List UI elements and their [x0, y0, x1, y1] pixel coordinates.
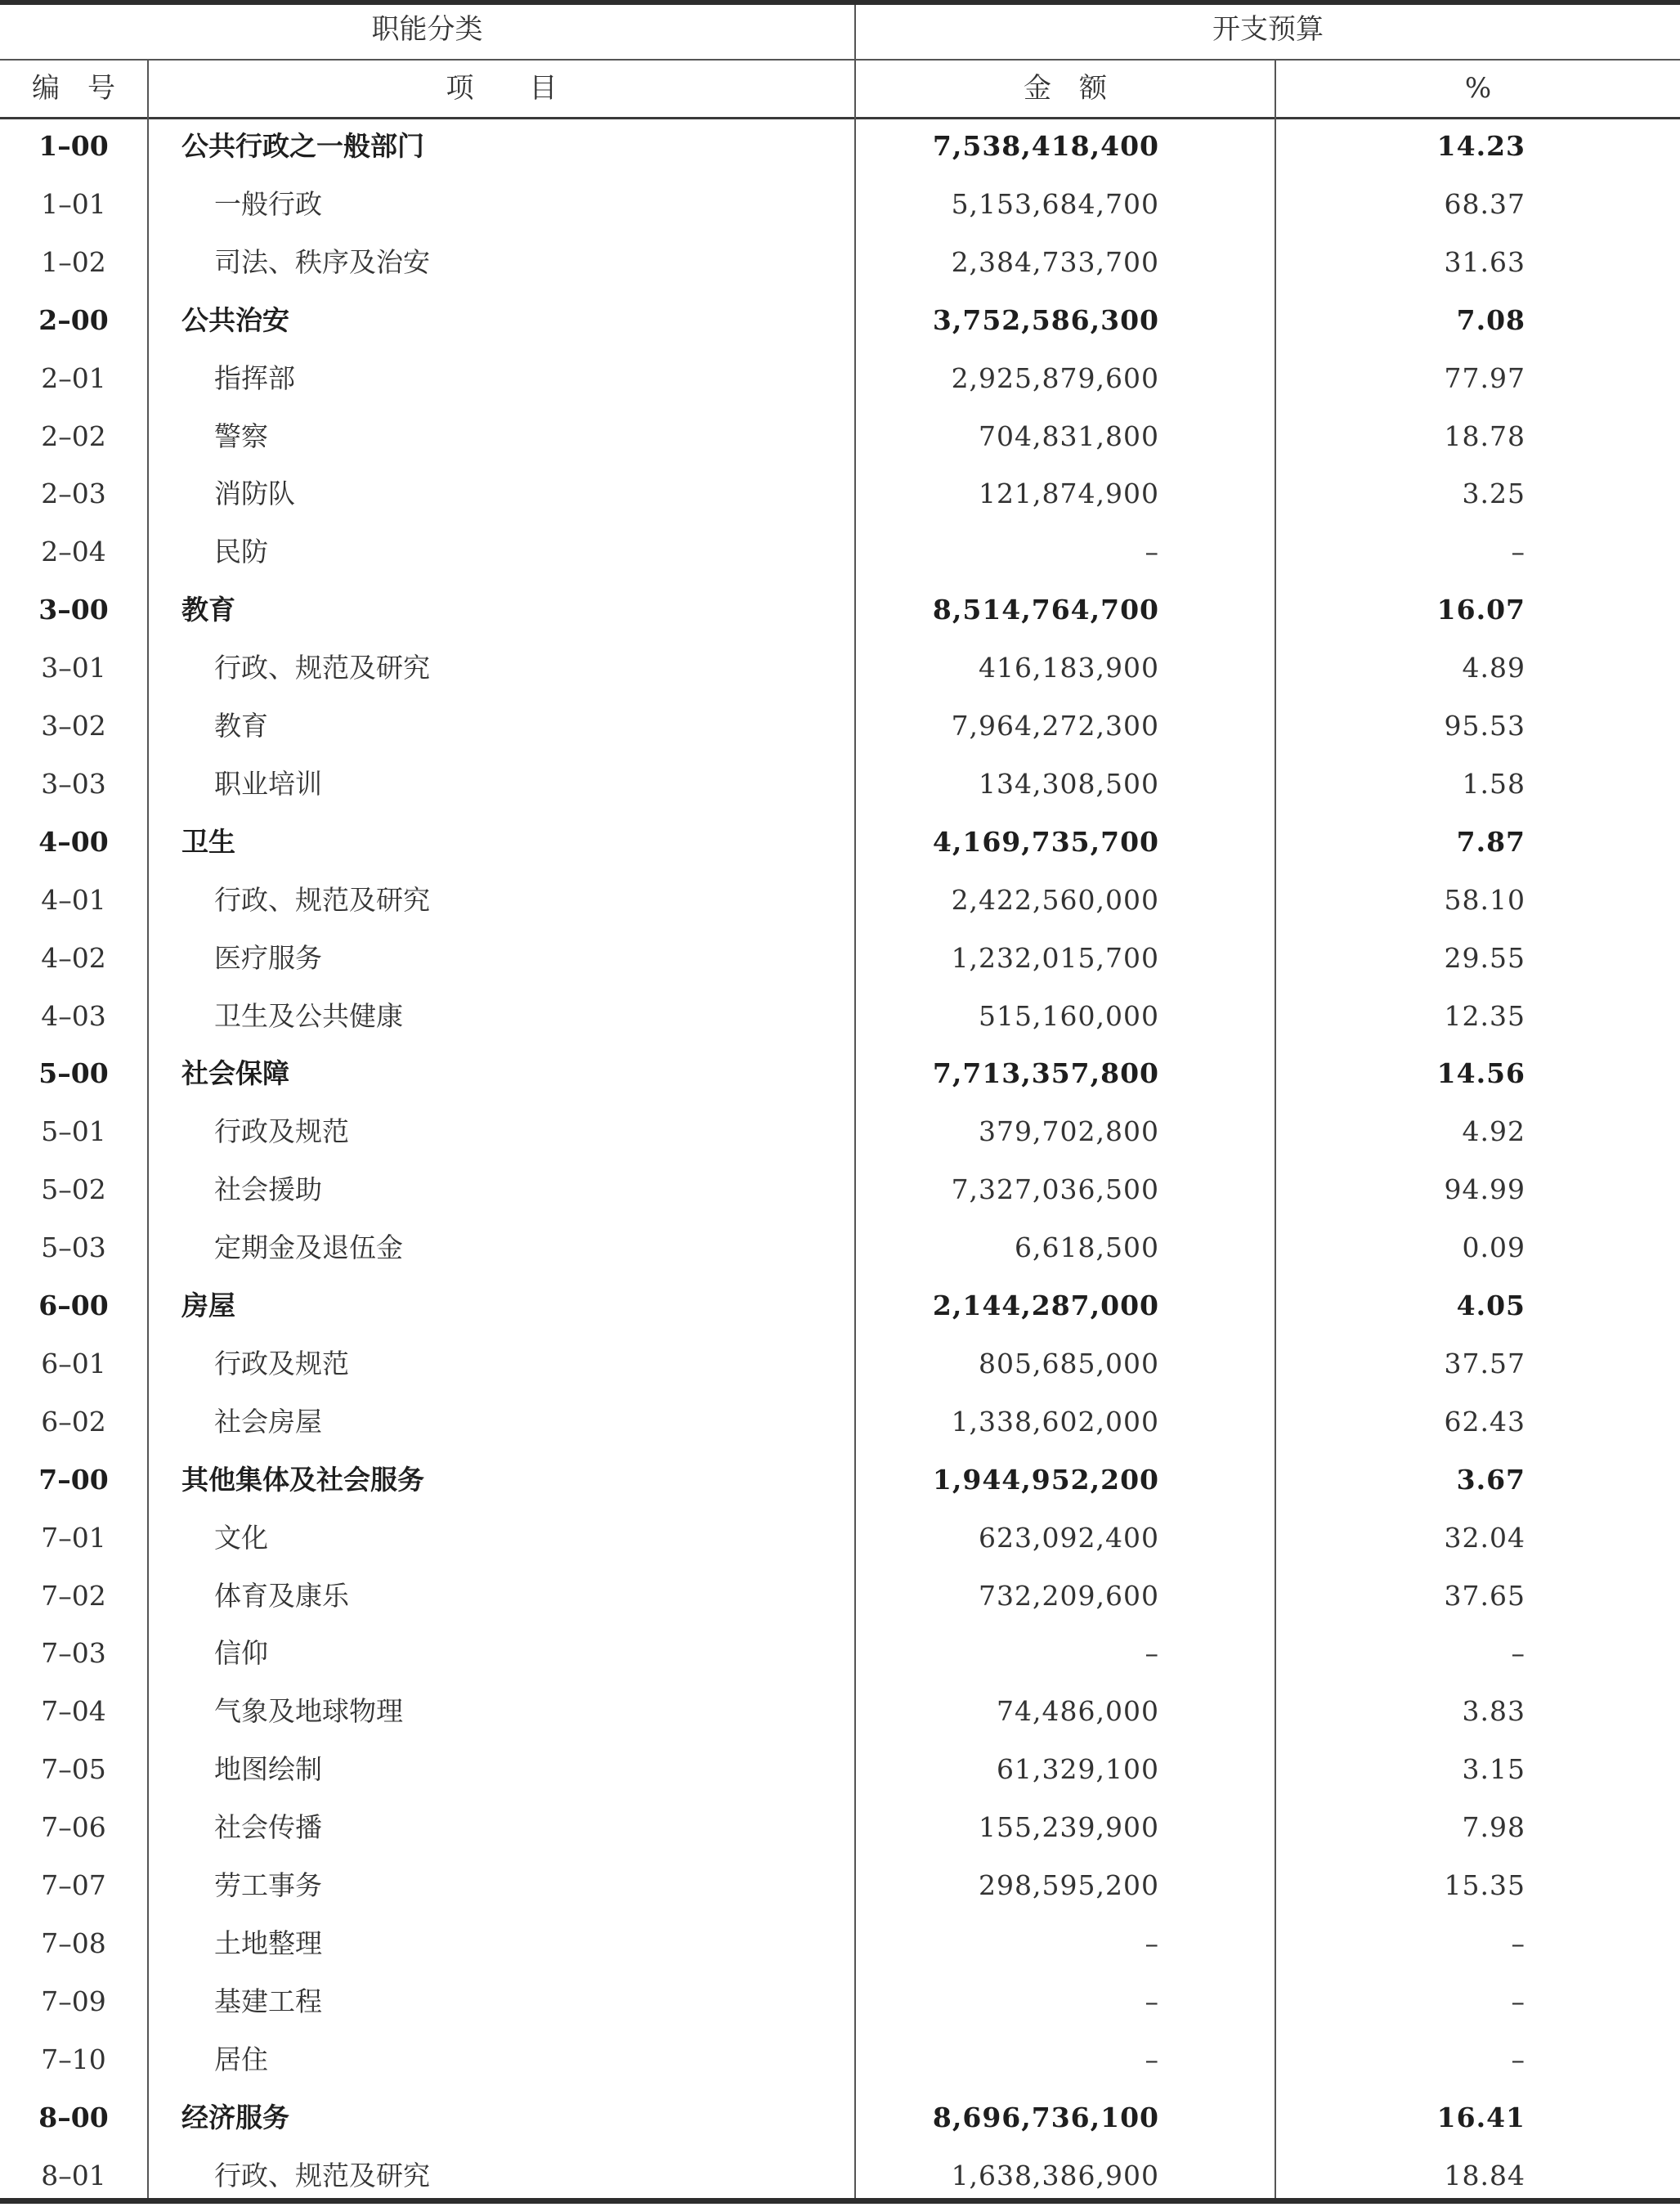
row-item-name: 行政及规范: [214, 1115, 349, 1147]
row-code: 1–02: [41, 246, 106, 278]
row-percent: 32.04: [1444, 1522, 1525, 1554]
row-amount: 623,092,400: [979, 1522, 1159, 1554]
row-category-name: 公共行政之一般部门: [181, 130, 424, 162]
row-amount: 7,327,036,500: [951, 1173, 1159, 1205]
row-amount: 805,685,000: [979, 1348, 1159, 1379]
row-item-name: 行政及规范: [214, 1348, 349, 1379]
row-code: 6–00: [38, 1290, 109, 1321]
row-code: 7–05: [41, 1753, 106, 1785]
row-percent: 14.56: [1436, 1057, 1525, 1089]
row-code: 2–03: [41, 478, 106, 509]
row-item-name: 一般行政: [214, 188, 322, 220]
row-item-name: 指挥部: [214, 362, 295, 394]
header-category: 职能分类: [371, 13, 483, 46]
row-amount: 4,169,735,700: [932, 826, 1159, 858]
row-code: 5–02: [41, 1173, 106, 1205]
row-item-name: 行政、规范及研究: [214, 652, 430, 684]
row-amount: –: [1145, 1927, 1159, 1959]
row-percent: 0.09: [1462, 1231, 1525, 1263]
row-code: 4–01: [41, 884, 106, 916]
row-item-name: 气象及地球物理: [214, 1695, 403, 1727]
row-code: 3–00: [38, 594, 109, 626]
row-percent: 7.87: [1456, 826, 1525, 858]
row-item-name: 司法、秩序及治安: [214, 246, 430, 278]
row-percent: –: [1511, 1927, 1525, 1959]
row-code: 7–00: [38, 1464, 109, 1496]
row-code: 4–03: [41, 1000, 106, 1032]
row-code: 7–04: [41, 1695, 106, 1727]
row-code: 5–01: [41, 1115, 106, 1147]
header-amount: 金 额: [1024, 72, 1107, 105]
row-category-name: 社会保障: [181, 1057, 289, 1089]
row-percent: 1.58: [1462, 768, 1525, 800]
row-code: 3–03: [41, 768, 106, 800]
row-code: 6–01: [41, 1348, 106, 1379]
row-amount: –: [1145, 536, 1159, 567]
row-percent: 68.37: [1444, 188, 1525, 220]
row-amount: –: [1145, 1985, 1159, 2017]
row-item-name: 职业培训: [214, 768, 322, 800]
row-percent: 3.67: [1456, 1464, 1525, 1496]
row-amount: 1,338,602,000: [951, 1406, 1159, 1438]
row-amount: 7,538,418,400: [932, 130, 1159, 162]
row-category-name: 房屋: [181, 1290, 235, 1321]
row-percent: 16.07: [1436, 594, 1525, 626]
row-percent: 37.65: [1444, 1580, 1525, 1612]
row-code: 3–02: [41, 710, 106, 742]
row-percent: 4.89: [1462, 652, 1525, 684]
column-line-code: [147, 59, 149, 2198]
row-percent: –: [1511, 1985, 1525, 2017]
row-item-name: 地图绘制: [214, 1753, 322, 1785]
row-percent: 7.08: [1456, 304, 1525, 336]
row-category-name: 公共治安: [181, 304, 289, 336]
row-amount: 61,329,100: [997, 1753, 1159, 1785]
header-bottom-rule: [0, 117, 1680, 119]
row-code: 7–03: [41, 1637, 106, 1669]
row-percent: 3.25: [1462, 478, 1525, 509]
row-item-name: 社会传播: [214, 1811, 322, 1843]
row-amount: 8,696,736,100: [932, 2102, 1159, 2133]
row-percent: 94.99: [1444, 1173, 1525, 1205]
row-percent: 15.35: [1444, 1869, 1525, 1901]
row-code: 8–01: [41, 2160, 106, 2191]
row-item-name: 警察: [214, 420, 268, 452]
row-amount: 155,239,900: [979, 1811, 1159, 1843]
row-code: 1–00: [38, 130, 109, 162]
row-code: 2–04: [41, 536, 106, 567]
row-item-name: 行政、规范及研究: [214, 884, 430, 916]
bottom-rule: [0, 2198, 1680, 2204]
row-item-name: 信仰: [214, 1637, 268, 1669]
row-code: 7–10: [41, 2043, 106, 2075]
row-item-name: 文化: [214, 1522, 268, 1554]
row-percent: 77.97: [1444, 362, 1525, 394]
row-amount: 74,486,000: [997, 1695, 1159, 1727]
row-amount: 515,160,000: [979, 1000, 1159, 1032]
row-percent: –: [1511, 2043, 1525, 2075]
row-item-name: 卫生及公共健康: [214, 1000, 403, 1032]
row-code: 5–03: [41, 1231, 106, 1263]
row-code: 7–09: [41, 1985, 106, 2017]
row-item-name: 行政、规范及研究: [214, 2160, 430, 2191]
row-item-name: 消防队: [214, 478, 295, 509]
row-percent: 7.98: [1462, 1811, 1525, 1843]
row-percent: 16.41: [1436, 2102, 1525, 2133]
row-amount: 732,209,600: [979, 1580, 1159, 1612]
row-amount: 1,944,952,200: [932, 1464, 1159, 1496]
row-code: 5–00: [38, 1057, 109, 1089]
row-percent: 58.10: [1444, 884, 1525, 916]
row-code: 4–00: [38, 826, 109, 858]
row-code: 6–02: [41, 1406, 106, 1438]
row-item-name: 教育: [214, 710, 268, 742]
header-percent: %: [1464, 72, 1492, 105]
row-code: 2–02: [41, 420, 106, 452]
row-amount: 2,384,733,700: [951, 246, 1159, 278]
row-item-name: 土地整理: [214, 1927, 322, 1959]
row-code: 3–01: [41, 652, 106, 684]
row-item-name: 民防: [214, 536, 268, 567]
row-item-name: 医疗服务: [214, 942, 322, 974]
row-category-name: 卫生: [181, 826, 235, 858]
row-amount: 2,422,560,000: [951, 884, 1159, 916]
row-amount: 121,874,900: [979, 478, 1159, 509]
row-amount: 2,925,879,600: [951, 362, 1159, 394]
row-code: 2–01: [41, 362, 106, 394]
row-amount: 8,514,764,700: [932, 594, 1159, 626]
row-category-name: 经济服务: [181, 2102, 289, 2133]
row-amount: 6,618,500: [1015, 1231, 1159, 1263]
row-percent: –: [1511, 1637, 1525, 1669]
row-percent: 3.15: [1462, 1753, 1525, 1785]
row-code: 7–06: [41, 1811, 106, 1843]
row-code: 7–01: [41, 1522, 106, 1554]
row-amount: 2,144,287,000: [932, 1290, 1159, 1321]
row-amount: 7,713,357,800: [932, 1057, 1159, 1089]
row-code: 7–02: [41, 1580, 106, 1612]
row-item-name: 基建工程: [214, 1985, 322, 2017]
row-amount: 298,595,200: [979, 1869, 1159, 1901]
top-rule: [0, 0, 1680, 5]
row-item-name: 定期金及退伍金: [214, 1231, 403, 1263]
row-code: 4–02: [41, 942, 106, 974]
row-percent: 4.92: [1462, 1115, 1525, 1147]
row-code: 7–07: [41, 1869, 106, 1901]
row-percent: 95.53: [1444, 710, 1525, 742]
header-item: 项 目: [446, 72, 558, 105]
header-budget: 开支预算: [1212, 13, 1324, 46]
row-category-name: 其他集体及社会服务: [181, 1464, 424, 1496]
row-item-name: 居住: [214, 2043, 268, 2075]
row-amount: 416,183,900: [979, 652, 1159, 684]
row-amount: 1,638,386,900: [951, 2160, 1159, 2191]
row-amount: 704,831,800: [979, 420, 1159, 452]
row-item-name: 社会房屋: [214, 1406, 322, 1438]
row-code: 2–00: [38, 304, 109, 336]
row-percent: 14.23: [1436, 130, 1525, 162]
row-percent: 12.35: [1444, 1000, 1525, 1032]
row-amount: 3,752,586,300: [932, 304, 1159, 336]
row-percent: 31.63: [1444, 246, 1525, 278]
row-code: 8–00: [38, 2102, 109, 2133]
row-amount: 1,232,015,700: [951, 942, 1159, 974]
row-percent: 3.83: [1462, 1695, 1525, 1727]
row-amount: –: [1145, 2043, 1159, 2075]
row-amount: 379,702,800: [979, 1115, 1159, 1147]
row-item-name: 劳工事务: [214, 1869, 322, 1901]
row-percent: –: [1511, 536, 1525, 567]
row-amount: –: [1145, 1637, 1159, 1669]
header-code: 编 号: [32, 72, 115, 105]
row-amount: 5,153,684,700: [951, 188, 1159, 220]
row-percent: 4.05: [1456, 1290, 1525, 1321]
row-item-name: 社会援助: [214, 1173, 322, 1205]
row-code: 7–08: [41, 1927, 106, 1959]
row-percent: 29.55: [1444, 942, 1525, 974]
row-category-name: 教育: [181, 594, 235, 626]
row-amount: 134,308,500: [979, 768, 1159, 800]
row-percent: 18.78: [1444, 420, 1525, 452]
row-code: 1–01: [41, 188, 106, 220]
row-percent: 37.57: [1444, 1348, 1525, 1379]
row-percent: 62.43: [1444, 1406, 1525, 1438]
row-item-name: 体育及康乐: [214, 1580, 349, 1612]
row-percent: 18.84: [1444, 2160, 1525, 2191]
header-divider: [0, 59, 1680, 61]
row-amount: 7,964,272,300: [951, 710, 1159, 742]
